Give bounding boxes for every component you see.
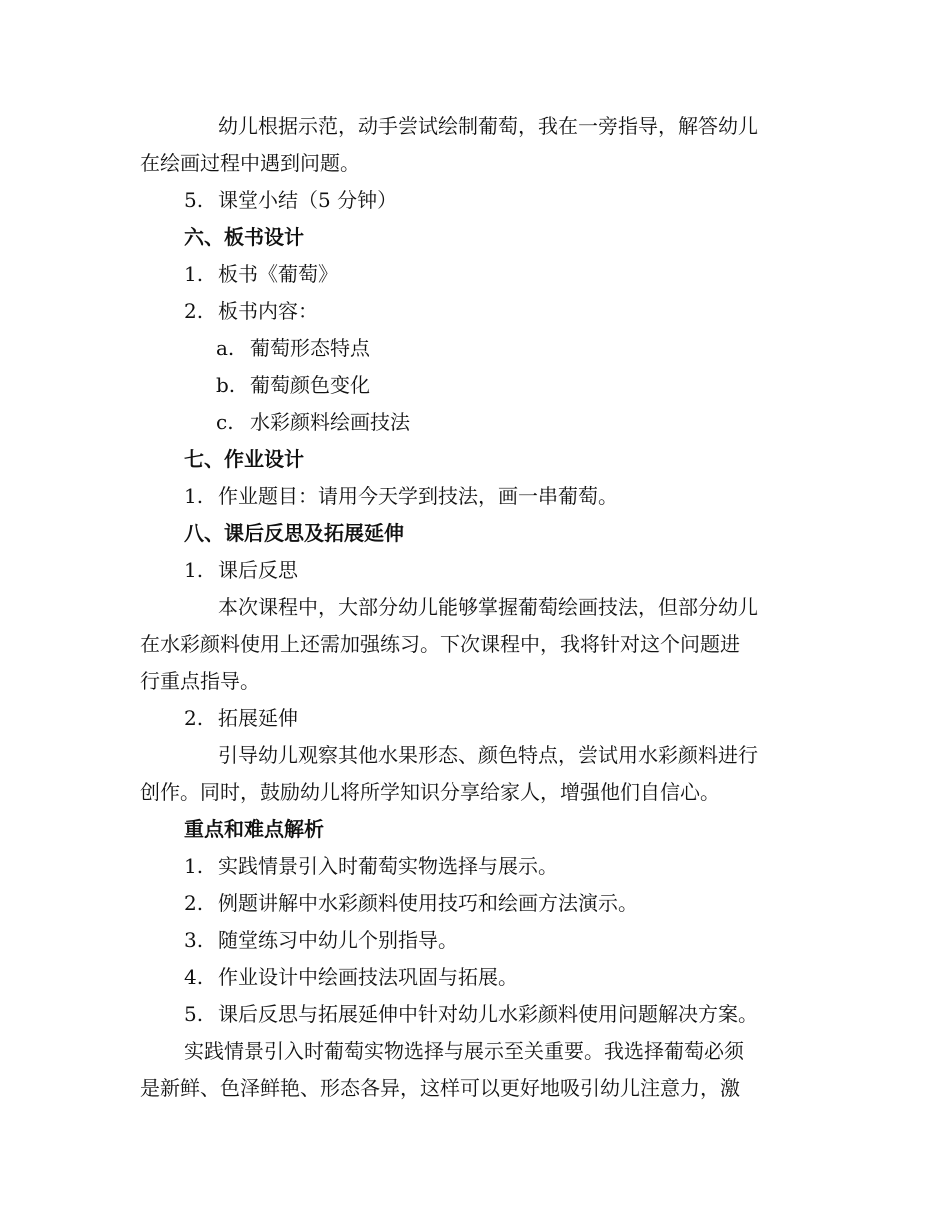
list-number: 4.	[184, 965, 204, 989]
list-text: 实践情景引入时葡萄实物选择与展示。	[218, 854, 558, 878]
list-number: 5.	[184, 188, 204, 212]
sub-list-letter: b.	[216, 373, 236, 397]
list-number: 2.	[184, 299, 204, 323]
sub-list-text: 葡萄颜色变化	[250, 373, 370, 397]
paragraph-line: 是新鲜、色泽鲜艳、形态各异，这样可以更好地吸引幼儿注意力，激	[140, 1076, 740, 1100]
list-number: 2.	[184, 891, 204, 915]
list-item	[184, 964, 518, 990]
sub-list-text: 葡萄形态特点	[250, 336, 370, 360]
sub-list-letter: a.	[216, 336, 235, 360]
paragraph-line: 幼儿根据示范，动手尝试绘制葡萄，我在一旁指导，解答幼儿	[218, 114, 758, 138]
section-heading: 八、课后反思及拓展延伸	[184, 521, 404, 545]
list-number: 1.	[184, 262, 204, 286]
paragraph-line: 在绘画过程中遇到问题。	[140, 151, 360, 175]
paragraph-line: 行重点指导。	[140, 669, 260, 693]
list-text: 作业题目：请用今天学到技法，画一串葡萄。	[218, 484, 618, 508]
paragraph-line: 创作。同时，鼓励幼儿将所学知识分享给家人，增强他们自信心。	[140, 780, 720, 804]
list-text: 随堂练习中幼儿个别指导。	[218, 928, 458, 952]
list-text: 例题讲解中水彩颜料使用技巧和绘画方法演示。	[218, 891, 638, 915]
list-number: 2.	[184, 706, 204, 730]
list-text: 作业设计中绘画技法巩固与拓展。	[218, 965, 518, 989]
list-number: 1.	[184, 484, 204, 508]
list-number: 1.	[184, 558, 204, 582]
section-heading: 重点和难点解析	[184, 817, 324, 841]
list-text: 拓展延伸	[218, 706, 298, 730]
list-number: 3.	[184, 928, 204, 952]
sub-list-item	[216, 335, 370, 361]
sub-list-letter: c.	[216, 410, 234, 434]
sub-list-item	[216, 409, 410, 435]
section-heading: 七、作业设计	[184, 447, 304, 471]
list-item	[184, 261, 338, 287]
list-text: 课后反思与拓展延伸中针对幼儿水彩颜料使用问题解决方案。	[218, 1002, 758, 1026]
list-item	[184, 705, 298, 731]
paragraph-line: 本次课程中，大部分幼儿能够掌握葡萄绘画技法，但部分幼儿	[218, 595, 758, 619]
list-item	[184, 927, 458, 953]
list-text: 课后反思	[218, 558, 298, 582]
list-text: 板书内容：	[218, 299, 318, 323]
list-item	[184, 1001, 758, 1027]
list-text: 板书《葡萄》	[218, 262, 338, 286]
list-text: 课堂小结（5 分钟）	[218, 188, 398, 212]
sub-list-item	[216, 372, 370, 398]
list-number: 5.	[184, 1002, 204, 1026]
list-item	[184, 483, 618, 509]
section-heading: 六、板书设计	[184, 225, 304, 249]
list-item	[184, 853, 558, 879]
list-number: 1.	[184, 854, 204, 878]
paragraph-line: 引导幼儿观察其他水果形态、颜色特点，尝试用水彩颜料进行	[218, 743, 758, 767]
list-item	[184, 298, 318, 324]
paragraph-line: 在水彩颜料使用上还需加强练习。下次课程中，我将针对这个问题进	[140, 632, 740, 656]
list-item	[184, 557, 298, 583]
sub-list-text: 水彩颜料绘画技法	[250, 410, 410, 434]
list-item	[184, 890, 638, 916]
list-item	[184, 187, 397, 213]
paragraph-line: 实践情景引入时葡萄实物选择与展示至关重要。我选择葡萄必须	[184, 1039, 744, 1063]
